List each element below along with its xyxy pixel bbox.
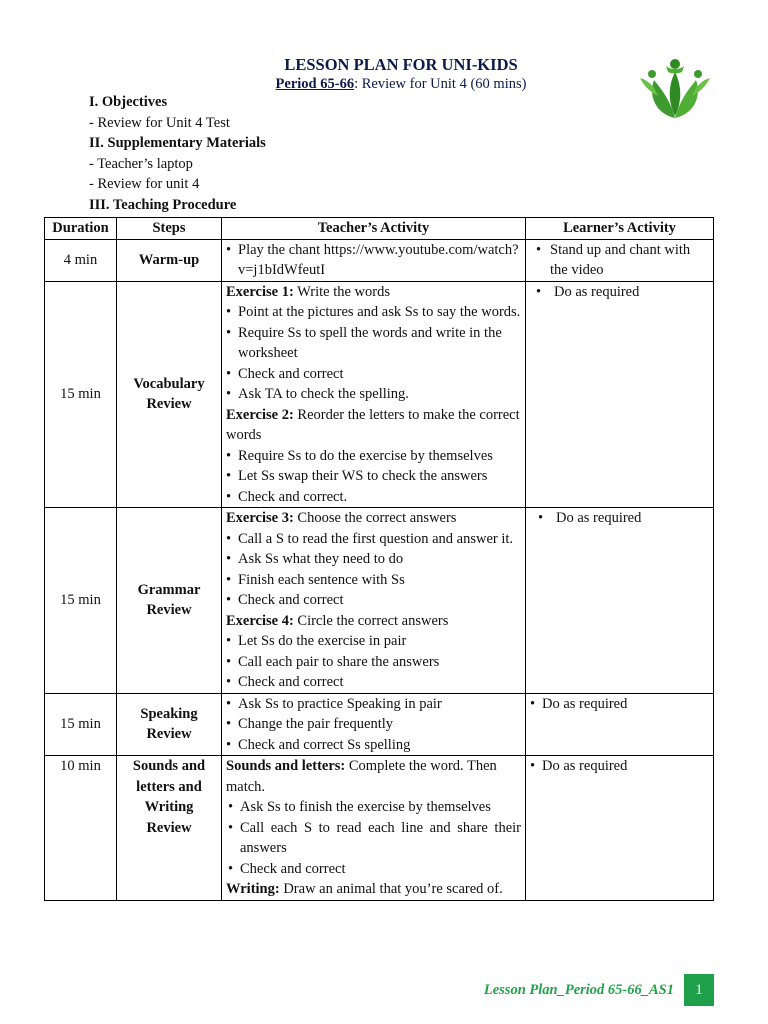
teacher-activity-cell	[222, 693, 526, 756]
objectives-heading: I. Objectives	[89, 94, 168, 110]
objective-item: - Review for Unit 4 Test	[89, 114, 230, 131]
exercise-heading	[226, 756, 521, 797]
duration-cell: 15 min	[45, 508, 117, 694]
document-title: LESSON PLAN FOR UNI-KIDS	[284, 55, 518, 74]
objectives-section	[89, 92, 266, 215]
exercise-text: Reorder the letters to make the correct words	[226, 406, 520, 443]
teacher-bullet: • Check and correct	[226, 672, 521, 693]
exercise-label: Exercise 4:	[226, 612, 294, 629]
exercise-text: Draw an animal that you’re scared of.	[279, 881, 503, 897]
procedure-heading: III. Teaching Procedure	[89, 196, 237, 213]
exercise-label: Exercise 1:	[226, 283, 294, 300]
exercise-label: Writing:	[226, 881, 280, 897]
exercise-heading	[226, 405, 521, 446]
teacher-bullet: • Check and correct	[228, 859, 521, 880]
exercise-text: Choose the correct answers	[293, 510, 457, 526]
teacher-bullet: • Ask Ss to finish the exercise by themselves	[228, 797, 521, 818]
step-cell: Sounds and letters and Writing Review	[117, 756, 222, 901]
teacher-activity-cell	[222, 756, 526, 901]
table-row	[45, 693, 714, 756]
teaching-procedure-table	[44, 217, 714, 901]
exercise-heading	[226, 508, 521, 529]
page-number: 1	[684, 974, 714, 1006]
duration-cell: 15 min	[45, 281, 117, 508]
teacher-bullet: • Require Ss to do the exercise by themselves	[226, 446, 521, 467]
teacher-bullet: • Require Ss to spell the words and write in the worksheet	[226, 323, 521, 364]
learner-bullet: • Do as required	[530, 756, 709, 777]
teacher-bullet: • Ask TA to check the spelling.	[226, 384, 521, 405]
exercise-text: Complete the word. Then match.	[226, 758, 497, 795]
teacher-bullet: • Call each pair to share the answers	[226, 652, 521, 673]
material-item: - Teacher’s laptop	[89, 155, 193, 172]
teacher-bullet: • Finish each sentence with Ss	[226, 570, 521, 591]
exercise-heading	[226, 611, 521, 632]
table-header-row	[45, 218, 714, 240]
table-row	[45, 508, 714, 694]
teacher-bullet: • Ask Ss what they need to do	[226, 549, 521, 570]
teacher-bullet: • Let Ss swap their WS to check the answers	[226, 466, 521, 487]
step-cell: Warm-up	[117, 239, 222, 281]
step-cell: Speaking Review	[117, 693, 222, 756]
logo-icon	[636, 56, 714, 120]
learner-activity-cell	[526, 693, 714, 756]
teacher-bullet: • Check and correct	[226, 590, 521, 611]
teacher-activity-cell	[222, 281, 526, 508]
step-cell: Vocabulary Review	[117, 281, 222, 508]
materials-heading: II. Supplementary Materials	[89, 135, 266, 151]
learner-bullet: • Stand up and chant with the video	[536, 240, 709, 281]
material-item: - Review for unit 4	[89, 176, 200, 192]
teacher-bullet: • Check and correct.	[226, 487, 521, 508]
footer-label: Lesson Plan_Period 65-66_AS1	[483, 982, 674, 998]
exercise-heading	[226, 282, 521, 303]
exercise-label: Exercise 3:	[226, 510, 294, 526]
duration-cell: 4 min	[45, 239, 117, 281]
exercise-text: Write the words	[293, 283, 390, 300]
step-cell: Grammar Review	[117, 508, 222, 694]
teacher-activity-cell	[222, 508, 526, 694]
teacher-bullet: • Point at the pictures and ask Ss to say the words.	[226, 302, 521, 323]
exercise-heading	[226, 879, 521, 900]
teacher-bullet: • Let Ss do the exercise in pair	[226, 631, 521, 652]
table-row	[45, 239, 714, 281]
teacher-activity-cell	[222, 239, 526, 281]
duration-cell: 10 min	[45, 756, 117, 901]
learner-activity-cell	[526, 508, 714, 694]
learner-activity-cell	[526, 281, 714, 508]
learner-bullet: • Do as required	[530, 694, 709, 715]
teacher-bullet: • Check and correct Ss spelling	[226, 735, 521, 756]
header-learner-activity: Learner’s Activity	[526, 218, 714, 240]
table-row	[45, 281, 714, 508]
teacher-bullet: • Call a S to read the first question and answer it.	[226, 529, 521, 550]
exercise-text: Circle the correct answers	[293, 612, 449, 629]
teacher-bullet: • Call each S to read each line and share their answers	[228, 818, 521, 859]
header-steps: Steps	[117, 218, 222, 240]
learner-bullet: • Do as required	[538, 508, 709, 529]
learner-activity-cell	[526, 239, 714, 281]
table-row	[45, 756, 714, 901]
duration-cell: 15 min	[45, 693, 117, 756]
teacher-bullet: • Change the pair frequently	[226, 714, 521, 735]
teacher-bullet: • Play the chant https://www.youtube.com/watch?v=j1bIdWfeutI	[226, 240, 521, 281]
learner-bullet: • Do as required	[536, 282, 709, 303]
learner-activity-cell	[526, 756, 714, 901]
teacher-bullet: • Ask Ss to practice Speaking in pair	[226, 694, 521, 715]
header-duration: Duration	[45, 218, 117, 240]
subtitle-text: : Review for Unit 4 (60 mins)	[354, 76, 527, 92]
teacher-bullet: • Check and correct	[226, 364, 521, 385]
header-teacher-activity: Teacher’s Activity	[222, 218, 526, 240]
period-label: Period 65-66	[275, 76, 355, 92]
exercise-label: Sounds and letters:	[226, 758, 346, 774]
exercise-label: Exercise 2:	[226, 406, 294, 423]
